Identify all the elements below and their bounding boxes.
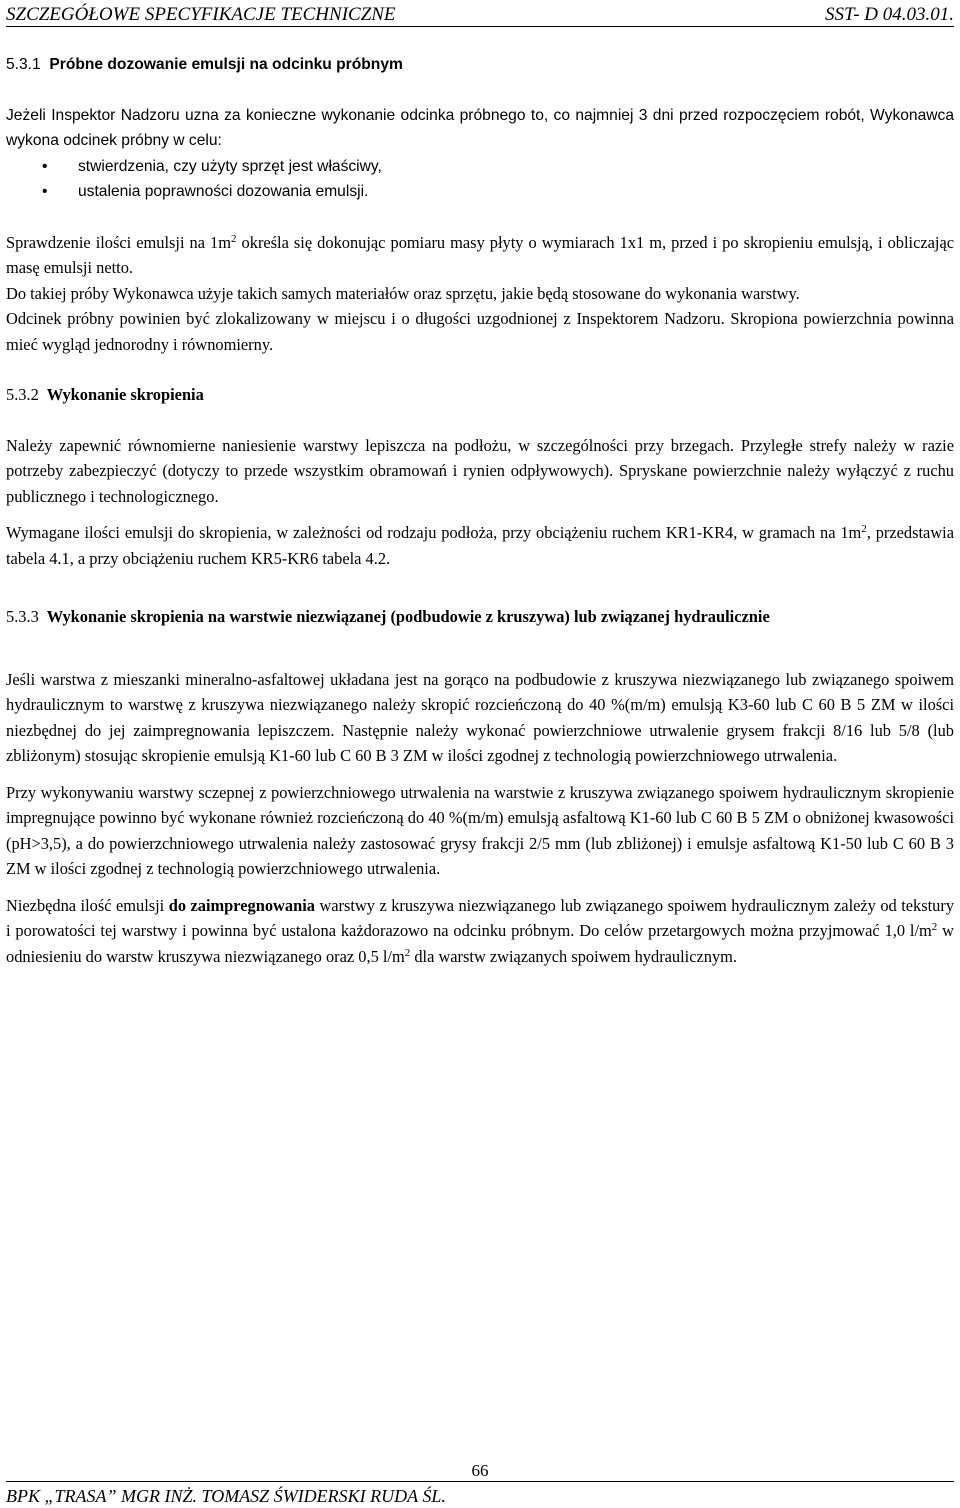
page-number: 66 — [471, 1461, 489, 1480]
bold-phrase: do zaimpregnowania — [168, 895, 315, 915]
paragraph: Jeśli warstwa z mieszanki mineralno-asfaltowej układana jest na gorąco na podbudowie z kruszywa niezwiązanego lub związanego spoiwem hydraulicznym to warstwę z kruszywa niezwiązanego należy skropić rozcieńczoną do 40 %(m/m) emulsją K3-60 lub C 60 B 5 ZM w ilości niezbędnej do jej zaimpregnowania lepiszczem. Następnie należy wykonać powierzchniowe utrwalenie grysem frakcji 8/16 lub 5/8 (lub zbliżonym) stosując skropienie emulsją K1-60 lub C 60 B 3 ZM w ilości zgodnej z technologią powierzchniowego utrwalenia. — [6, 669, 954, 765]
bullet-list — [6, 154, 954, 205]
header-spec-code: SST- D 04.03.01. — [825, 4, 954, 25]
list-item: • stwierdzenia, czy użyty sprzęt jest właściwy, — [6, 154, 954, 180]
superscript: 2 — [404, 946, 411, 959]
document-body — [6, 48, 954, 969]
paragraph: Sprawdzenie ilości emulsji na $1m^2$ określa się dokonując pomiaru masy płyty o wymiarach 1x1 m, przed i po skropieniu emulsją, i obliczając masę emulsji netto. — [6, 232, 954, 277]
paragraph: Wymagane ilości emulsji do skropienia, w zależności od rodzaju podłoża, przy obciążeniu ruchem KR1-KR4, w gramach na $1m^2$, przedstawia tabela 4.1, a przy obciążeniu ruchem KR5-KR6 tabela 4.2. — [6, 523, 954, 568]
section-number: 5.3.1 — [6, 56, 41, 73]
running-footer: BPK „TRASA” MGR INŻ. TOMASZ ŚWIDERSKI RUDA ŚL. — [6, 1481, 954, 1507]
paragraph: Przy wykonywaniu warstwy sczepnej z powierzchniowego utrwalenia na warstwie z kruszywa związanego spoiwem hydraulicznym skropienie impregnujące powinno być wykonane również rozcieńczoną do 40 %(m/m) emulsją asfaltową K1-60 lub C 60 B 5 ZM o obniżonej kwasowości (pH>3,5), a do powierzchniowego utrwalenia należy zastosować grysy frakcji 2/5 mm (lub zbliżonej) i emulsje asfaltową K1-50 lub C 60 B 3 ZM w ilości zgodnej z technologią powierzchniowego utrwalenia. — [6, 782, 954, 878]
paragraph: Odcinek próbny powinien być zlokalizowany w miejscu i o długości uzgodnionej z Inspektorem Nadzoru. Skropiona powierzchnia powinna mieć wygląd jednorodny i równomierny. — [6, 309, 954, 354]
section-number: 5.3.2 — [6, 385, 39, 404]
section-title: Wykonanie skropienia na warstwie niezwiązanej (podbudowie z kruszywa) lub związanej hydraulicznie — [46, 607, 770, 626]
section-title: Wykonanie skropienia — [46, 385, 204, 404]
section-5-3-2-heading — [6, 382, 954, 408]
superscript: 2 — [931, 921, 938, 933]
section-title: Próbne dozowanie emulsji na odcinku próbnym — [49, 56, 403, 73]
header-title: SZCZEGÓŁOWE SPECYFIKACJE TECHNICZNE — [6, 4, 396, 25]
section-number: 5.3.3 — [6, 607, 39, 626]
paragraph: Należy zapewnić równomierne naniesienie warstwy lepiszcza na podłożu, w szczególności przy brzegach. Przyległe strefy należy w razie potrzeby zabezpieczyć (dotyczy to przede wszystkim obramowań i rynien odpływowych). Spryskane powierzchnie należy wyłączyć z ruchu publicznego i technologicznego. — [6, 435, 954, 506]
paragraph-intro: Jeżeli Inspektor Nadzoru uzna za konieczne wykonanie odcinka próbnego to, co najmniej 3 dni przed rozpoczęciem robót, Wykonawca wykona odcinek próbny w celu: — [6, 106, 954, 149]
list-item: • ustalenia poprawności dozowania emulsji. — [6, 179, 954, 205]
paragraph: Niezbędna ilość emulsji do zaimpregnowania warstwy z kruszywa niezwiązanego lub związanego spoiwem hydraulicznym zależy od tekstury i porowatości tej warstwy i powinna być ustalona każdorazowo na odcinku próbnym. Do celów przetargowych można przyjmować 1,0 $l/m^2$ w odniesieniu do warstw kruszywa niezwiązanego oraz 0,5 $l/m^2$ dla warstw związanych spoiwem hydraulicznym. — [6, 895, 955, 966]
section-5-3-1-heading — [6, 52, 954, 78]
running-header — [6, 2, 954, 27]
section-5-3-3-heading — [6, 604, 954, 630]
superscript: 2 — [861, 523, 867, 535]
superscript: 2 — [231, 232, 237, 245]
paragraph: Do takiej próby Wykonawca użyje takich samych materiałów oraz sprzętu, jakie będą stosowane do wykonania warstwy. — [6, 283, 800, 303]
